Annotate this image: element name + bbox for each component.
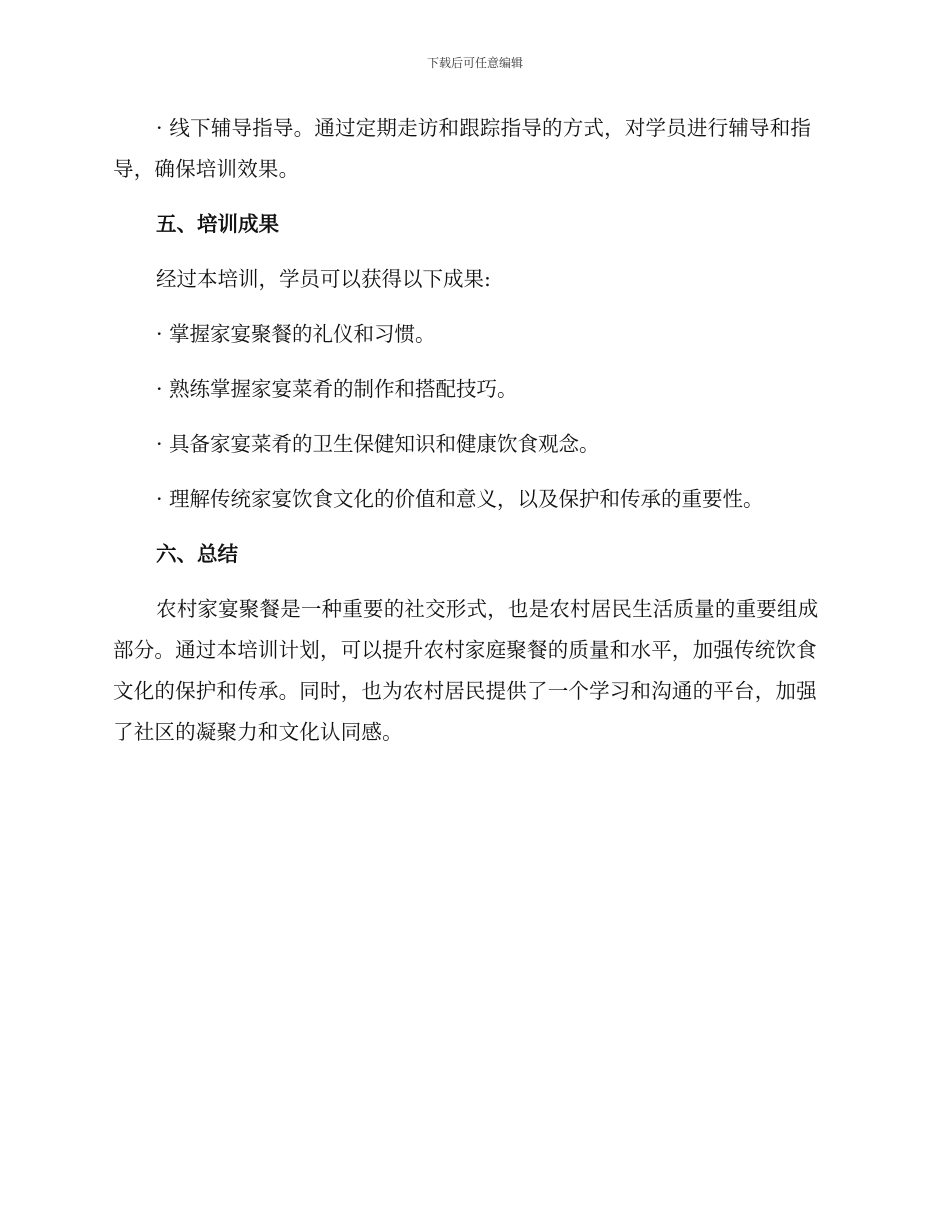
list-item: · 熟练掌握家宴菜肴的制作和搭配技巧。 <box>156 377 518 401</box>
section-6-heading: 六、总结 <box>156 542 238 566</box>
list-item: · 掌握家宴聚餐的礼仪和习惯。 <box>156 322 436 346</box>
intro-paragraph: · 线下辅导指导。通过定期走访和跟踪指导的方式，对学员进行辅导和指导，确保培训效果。 <box>113 116 812 181</box>
header-note: 下载后可任意编辑 <box>426 56 523 70</box>
section-5-heading: 五、培训成果 <box>156 212 279 236</box>
section-5-lead: 经过本培训，学员可以获得以下成果: <box>156 267 491 291</box>
document-body <box>113 108 833 753</box>
list-item: · 具备家宴菜肴的卫生保健知识和健康饮食观念。 <box>156 432 600 456</box>
summary-paragraph: 农村家宴聚餐是一种重要的社交形式，也是农村居民生活质量的重要组成部分。通过本培训计划，可以提升农村家庭聚餐的质量和水平，加强传统饮食文化的保护和传承。同时，也为农村居民提供了一个学习和沟通的平台，加强了社区的凝聚力和文化认同感。 <box>113 597 819 744</box>
list-item: · 理解传统家宴饮食文化的价值和意义，以及保护和传承的重要性。 <box>156 487 764 511</box>
